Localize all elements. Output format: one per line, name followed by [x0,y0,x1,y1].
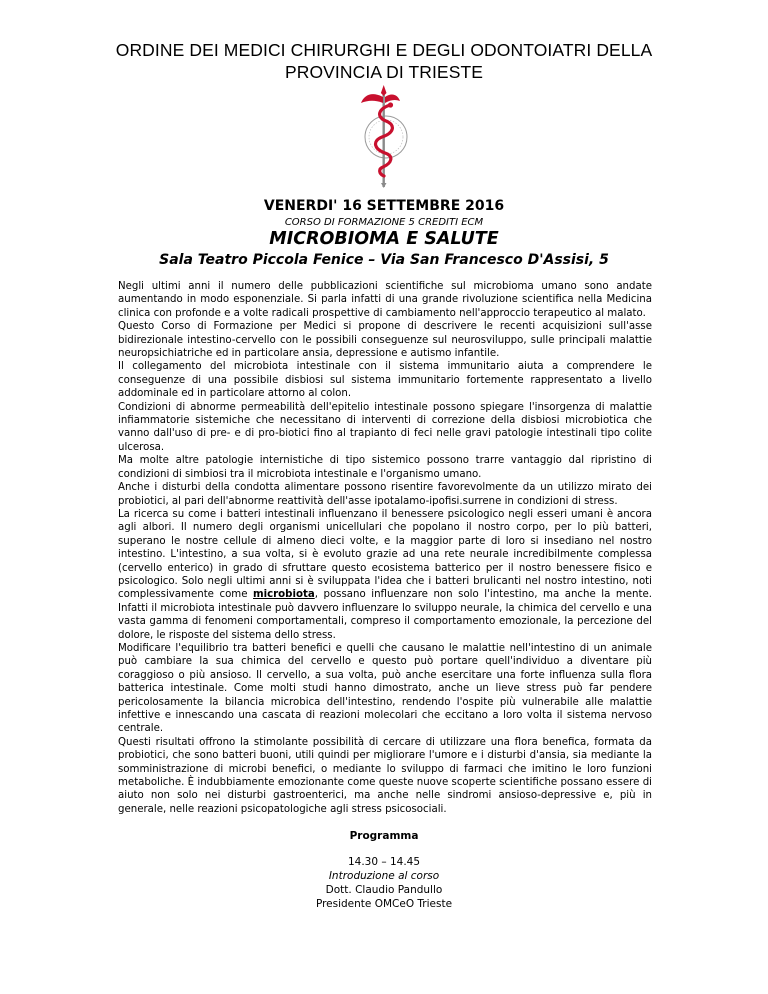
event-venue: Sala Teatro Piccola Fenice – Via San Francesco D'Assisi, 5 [159,252,609,268]
event-date: VENERDI' 16 SETTEMBRE 2016 [263,198,505,214]
organization-title-line-1: ORDINE DEI MEDICI CHIRURGHI E DEGLI ODONTOIATRI DELLA [115,40,653,60]
caduceus-logo-icon [352,79,416,189]
paragraph [118,508,652,642]
body-text [118,280,652,816]
organization-title [90,39,678,83]
paragraph: Il collegamento del microbiota intestinale con il sistema immunitario aiuta a comprendere le conseguenze di una possibile disbiosi sul sistema immunitario fortemente rappresentato a livello addominale ed in particolare attorno al colon. [118,361,652,400]
organization-title-line-2: PROVINCIA DI TRIESTE [284,62,484,82]
paragraph-text: , possano influenzare non solo l'intestino, ma anche la mente. Infatti il microbiota intestinale può davvero influenzare lo sviluppo neurale, la chimica del cervello e una vasta gamma di fenomeni comportamentali, compreso il comportamento emozionale, la percezione del dolore, le risposte del sistema dello stress. [118,589,652,641]
paragraph: Ma molte altre patologie internistiche di tipo sistemico possono trarre vantaggio dal ripristino di condizioni di simbiosi tra il microbiota intestinale e l'organismo umano. [118,455,652,480]
paragraph: Questo Corso di Formazione per Medici si propone di descrivere le recenti acquisizioni sull'asse bidirezionale intestino-cervello con le possibili conseguenze sul neurosviluppo, sulle principali malattie neuropsichiatriche ed in particolare ansia, depressione e autismo infantile. [118,321,652,360]
microbiota-keyword-link[interactable]: microbiota [253,589,315,601]
paragraph: Questi risultati offrono la stimolante possibilità di cercare di utilizzare una flora benefica, formata da probiotici, che sono batteri buoni, utili quindi per migliorare l'umore e i disturbi d'ansia, sia mediante la somministrazione di microbi benefici, o mediante lo sviluppo di farmaci che imitino le loro funzioni metaboliche. È indubbiamente emozionante come queste nuove scoperte scientifiche possano essere di aiuto non solo nei disturbi gastroenterici, ma anche nelle sindromi ansioso-depressive e, più in generale, nelle reazioni psicopatologiche agli stress psicosociali. [118,736,652,815]
program-topic: Introduzione al corso [328,870,440,882]
paragraph: Negli ultimi anni il numero delle pubblicazioni scientifiche sul microbioma umano sono andate aumentando in modo esponenziale. Si parla infatti di una grande rivoluzione scientifica nella Medicina clinica con profonde e a volte radicali prospettive di cambiamento nell'approccio terapeutico al malato. [118,281,652,319]
program-section [0,829,768,911]
program-speaker: Dott. Claudio Pandullo [325,884,443,896]
program-time: 14.30 – 14.45 [347,856,421,868]
event-title: MICROBIOMA E SALUTE [269,229,499,249]
paragraph: Modificare l'equilibrio tra batteri benefici e quelli che causano le malattie nell'intestino di un animale può cambiare la sua chimica del cervello e questo può portare quell'individuo a diventare più coraggioso o più ansioso. Il cervello, a sua volta, può anche esercitare una forte influenza sulla flora batterica intestinale. Come molti studi hanno dimostrato, anche un lieve stress può far pendere pericolosamente la bilancia microbica dell'intestino, rendendo l'ospite più vulnerabile alle malattie infettive e innescando una cascata di reazioni molecolari che eccitano a loro volta il sistema nervoso centrale. [118,642,652,735]
paragraph: Condizioni di abnorme permeabilità dell'epitelio intestinale possono spiegare l'insorgenza di malattie infiammatorie sistemiche che necessitano di interventi di correzione della disbiosi microbiotica che vanno dall'uso di pre- e di pro-biotici fino al trapianto di feci nelle gravi patologie intestinali tipo colite ulcerosa. [118,401,652,453]
program-heading: Programma [349,830,419,842]
paragraph-text: La ricerca su come i batteri intestinali influenzano il benessere psicologico negli esseri umani è ancora agli albori. Il numero degli organismi unicellulari che popolano il nostro corpo, per lo più batteri, superano le nostre cellule di almeno dieci volte, e la maggior parte di loro si insediano nel nostro intestino. L'intestino, a sua volta, si è evoluto grazie ad una rete neurale incredibilmente complessa (cervello enterico) in grado di sfruttare questo ecosistema batterico per il nostro benessere fisico e psicologico. Solo negli ultimi anni si è sviluppata l'idea che i batteri brulicanti nel nostro intestino, noti complessivamente come [118,508,652,601]
program-speaker-role: Presidente OMCeO Trieste [315,898,453,910]
event-credits-subtitle: CORSO DI FORMAZIONE 5 CREDITI ECM [284,217,484,228]
paragraph: Anche i disturbi della condotta alimentare possono risentire favorevolmente da un utilizzo mirato dei probiotici, al pari dell'abnorme reattività dell'asse ipotalamo-ipofisi.surrene in condizioni di stress. [118,482,652,507]
